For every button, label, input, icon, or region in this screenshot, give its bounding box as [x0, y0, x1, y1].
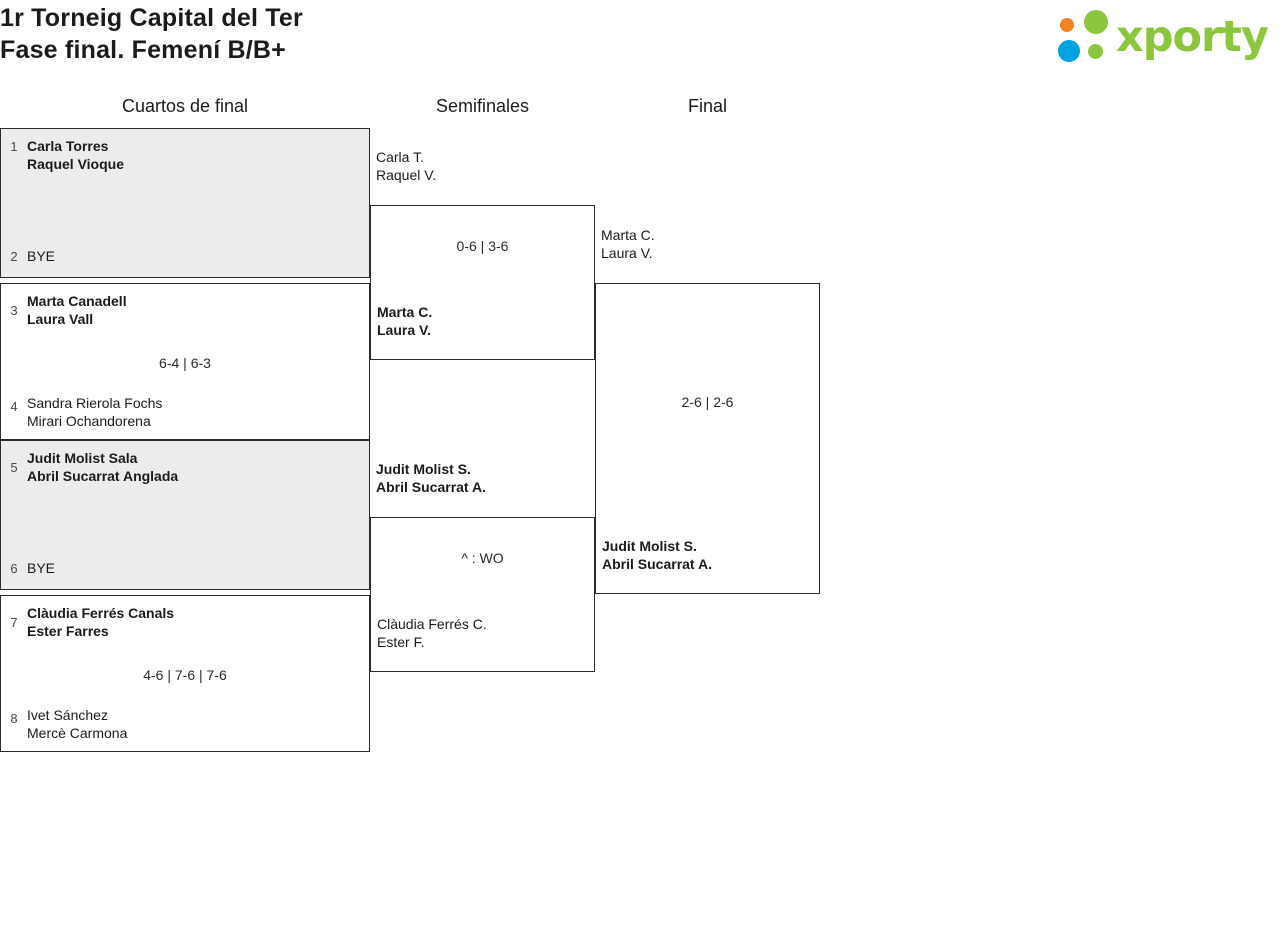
final-team-bottom: Judit Molist S. Abril Sucarrat A. — [602, 538, 712, 572]
page-title-line-2: Fase final. Femení B/B+ — [0, 36, 286, 64]
match-qf-4[interactable] — [0, 595, 370, 752]
match-team-top: Marta Canadell Laura Vall — [27, 293, 127, 327]
match-team-bottom: BYE — [27, 248, 56, 264]
seed-number: 8 — [10, 711, 18, 726]
match-team-bottom: BYE — [27, 560, 56, 576]
page-title-line-1: 1r Torneig Capital del Ter — [0, 4, 303, 32]
seed-number: 6 — [10, 561, 18, 576]
seed-number: 3 — [10, 303, 18, 318]
seed-number: 1 — [10, 139, 18, 154]
round-header-final: Final — [687, 96, 727, 116]
match-team-top: Judit Molist Sala Abril Sucarrat Anglada — [27, 450, 179, 484]
match-score: 2-6 | 2-6 — [681, 394, 734, 410]
seed-number: 2 — [10, 249, 18, 264]
logo-wordmark: xporty — [1116, 12, 1268, 62]
match-score: 0-6 | 3-6 — [456, 238, 509, 254]
semifinal-2-team-bottom: Clàudia Ferrés C. Ester F. — [377, 616, 487, 650]
match-score: ^ : WO — [461, 550, 504, 566]
semifinal-1-team-top: Carla T. Raquel V. — [376, 149, 437, 183]
match-final[interactable] — [595, 283, 820, 594]
seed-number: 7 — [10, 615, 18, 630]
semifinal-2-team-top: Judit Molist S. Abril Sucarrat A. — [376, 461, 486, 495]
match-qf-1[interactable] — [0, 128, 370, 278]
round-header-semifinals: Semifinales — [435, 96, 530, 116]
match-team-top: Clàudia Ferrés Canals Ester Farres — [27, 605, 175, 639]
final-team-top: Marta C. Laura V. — [601, 227, 655, 261]
match-team-top: Carla Torres Raquel Vioque — [27, 138, 124, 172]
match-team-bottom: Ivet Sánchez Mercè Carmona — [27, 707, 128, 741]
match-qf-3[interactable] — [0, 440, 370, 590]
match-score: 4-6 | 7-6 | 7-6 — [143, 667, 227, 683]
match-team-bottom: Sandra Rierola Fochs Mirari Ochandorena — [27, 395, 163, 429]
seed-number: 5 — [10, 460, 18, 475]
match-sf-1[interactable] — [370, 205, 595, 360]
seed-number: 4 — [10, 399, 18, 414]
match-score: 6-4 | 6-3 — [159, 355, 211, 371]
match-qf-2[interactable] — [0, 283, 370, 440]
match-sf-2[interactable] — [370, 517, 595, 672]
round-header-quarterfinals: Cuartos de final — [121, 96, 249, 116]
semifinal-1-team-bottom: Marta C. Laura V. — [377, 304, 433, 338]
